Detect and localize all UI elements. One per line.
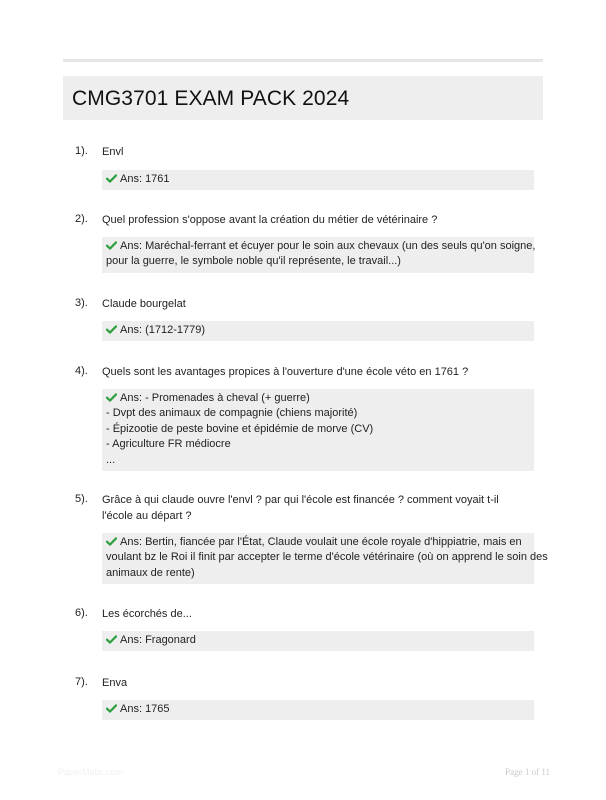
title-banner — [63, 76, 543, 120]
checkmark-icon — [106, 704, 117, 713]
answer-line: Ans: 1765 — [106, 702, 530, 717]
question-number: 7). — [75, 676, 88, 688]
answer-line: Ans: Fragonard — [106, 633, 530, 648]
footer-watermark: PaperMatic.com — [58, 767, 124, 777]
question-number: 1). — [75, 145, 88, 157]
question-number: 5). — [75, 493, 88, 505]
answer-line: animaux de rente) — [106, 566, 195, 579]
question-text: Les écorchés de... — [102, 608, 192, 620]
question-text: Envl — [102, 146, 124, 158]
answer-line: - Épizootie de peste bovine et épidémie de morve (CV) — [106, 422, 374, 435]
answer-line: Ans: Bertin, fiancée par l'État, Claude voulait une école royale d'hippiatrie, mais en — [106, 535, 530, 550]
answer-box — [102, 237, 534, 273]
question-number: 4). — [75, 365, 88, 377]
checkmark-icon — [106, 174, 117, 183]
answer-line: Ans: (1712-1779) — [106, 323, 530, 338]
question-text: Quels sont les avantages propices à l'ouverture d'une école véto en 1761 ? — [102, 366, 469, 378]
question-text: Enva — [102, 677, 128, 689]
answer-line: Ans: Maréchal-ferrant et écuyer pour le soin aux chevaux (un des seuls qu'on soigne, — [106, 239, 530, 254]
answer-line: voulant bz le Roi il finit par accepter le terme d'école vétérinaire (où on apprend le soin des — [106, 551, 548, 564]
top-divider — [63, 59, 543, 62]
answer-line: pour la guerre, le symbole noble qu'il représente, le travail...) — [106, 255, 401, 268]
question-text: Quel profession s'oppose avant la création du métier de vétérinaire ? — [102, 214, 438, 226]
question-number: 2). — [75, 213, 88, 225]
answer-box — [102, 321, 534, 341]
question-number: 3). — [75, 297, 88, 309]
answer-line: ... — [106, 453, 116, 466]
document-title: CMG3701 EXAM PACK 2024 — [72, 86, 350, 110]
answer-box — [102, 631, 534, 651]
checkmark-icon — [106, 393, 117, 402]
question-text: Claude bourgelat — [102, 298, 186, 310]
answer-line: - Agriculture FR médiocre — [106, 438, 231, 451]
answer-line: - Dvpt des animaux de compagnie (chiens majorité) — [106, 407, 358, 420]
answer-box — [102, 700, 534, 720]
answer-line: Ans: - Promenades à cheval (+ guerre) — [106, 391, 530, 406]
answer-box — [102, 389, 534, 471]
checkmark-icon — [106, 241, 117, 250]
question-text: Grâce à qui claude ouvre l'envl ? par qui l'école est financée ? comment voyait t-il l'école au départ ? — [102, 494, 499, 522]
answer-box — [102, 170, 534, 190]
answer-box — [102, 533, 548, 584]
page-indicator: Page 1 of 11 — [505, 767, 550, 777]
checkmark-icon — [106, 325, 117, 334]
checkmark-icon — [106, 537, 117, 546]
answer-line: Ans: 1761 — [106, 172, 530, 187]
checkmark-icon — [106, 635, 117, 644]
question-number: 6). — [75, 607, 88, 619]
